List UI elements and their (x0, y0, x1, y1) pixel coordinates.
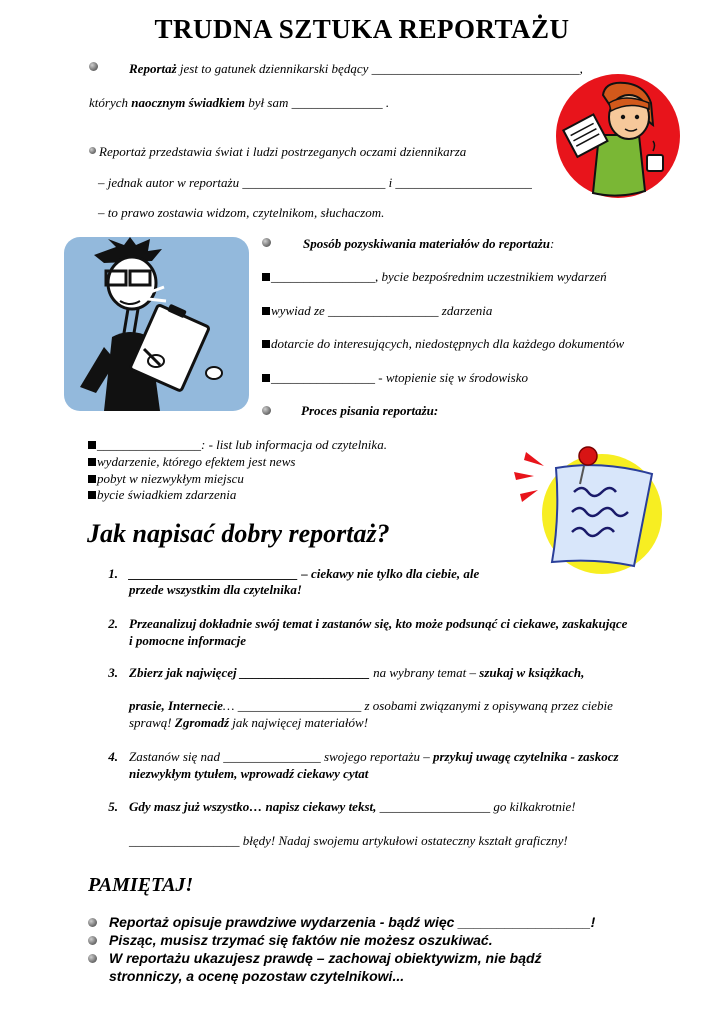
process-item-text: bycie świadkiem zdarzenia (97, 487, 237, 502)
remember-item-continuation: stronniczy, a ocenę pozostaw czytelnikowi... (109, 968, 405, 984)
remember-item: Reportaż opisuje prawdziwe wydarzenia - bądź więc _________________! (109, 914, 596, 930)
step-3-a: Zbierz jak najwięcej ____________________ (129, 665, 370, 680)
square-bullet-icon (88, 458, 96, 466)
method-item (262, 303, 492, 319)
intro-bold-term: Reportaż (129, 61, 177, 76)
methods-heading-colon: : (550, 236, 555, 251)
intro-line-2-a: których (89, 95, 132, 110)
methods-heading-text: Sposób pozyskiwania materiałów do reportażu (303, 236, 551, 251)
step-4-a: Zastanów się nad _______________ swojego reportażu – (129, 749, 433, 764)
method-item-text: ________________ - wtopienie się w środowisko (271, 370, 528, 385)
step-5-a: Gdy masz już wszystko… napisz ciekawy tekst, (129, 799, 377, 814)
process-item (88, 437, 387, 453)
intro-line-1-text: jest to gatunek dziennikarski będący ________________________________, (176, 61, 583, 76)
step-3-d: prasie, Internecie (129, 698, 223, 713)
step-3-line-3 (129, 715, 368, 731)
bullet-icon (262, 238, 271, 247)
step-3-e: … ___________________ z osobami związanymi z opisywaną przez ciebie (222, 698, 613, 713)
method-item-text: ________________, bycie bezpośrednim uczestnikiem wydarzeń (271, 269, 607, 284)
square-bullet-icon (88, 491, 96, 499)
page-title: TRUDNA SZTUKA REPORTAŻU (154, 14, 570, 44)
bullet-icon (89, 62, 98, 71)
step-number: 5. (108, 799, 118, 814)
intro-line-5: – to prawo zostawia widzom, czytelnikom, słuchaczom. (98, 205, 385, 220)
step-4-b: przykuj uwagę czytelnika - zaskocz (432, 749, 619, 764)
step-4-line-2: niezwykłym tytułem, wprowadź ciekawy cytat (129, 766, 369, 781)
step-3-c: szukaj w książkach, (479, 665, 585, 680)
intro-line-3: Reportaż przedstawia świat i ludzi postrzeganych oczami dziennikarza (99, 144, 467, 159)
process-item-text: pobyt w niezwykłym miejscu (97, 471, 244, 486)
step-3-h: jak najwięcej materiałów! (229, 715, 369, 730)
intro-line-2-b: był sam ______________ . (245, 95, 390, 110)
step-1-line-1: __________________________ – ciekawy nie tylko dla ciebie, ale (129, 566, 480, 581)
step-3-line-1 (129, 665, 584, 681)
bullet-icon (89, 147, 96, 154)
step-5-line-1 (129, 799, 576, 815)
method-item-text: wywiad ze _________________ zdarzenia (271, 303, 493, 318)
method-item-text: dotarcie do interesujących, niedostępnych dla każdego dokumentów (271, 336, 625, 351)
intro-line-2 (89, 95, 389, 111)
step-number: 3. (108, 665, 118, 680)
intro-line-4: – jednak autor w reportażu ______________________ i _____________________ (98, 175, 532, 190)
step-3-g: Zgromadź (174, 715, 230, 730)
square-bullet-icon (262, 374, 270, 382)
process-item-text: wydarzenie, którego efektem jest news (97, 454, 296, 469)
bullet-icon (88, 954, 97, 963)
square-bullet-icon (88, 441, 96, 449)
remember-heading: PAMIĘTAJ! (88, 874, 194, 896)
reporter-clipart-icon (64, 237, 249, 411)
step-1-line-2: przede wszystkim dla czytelnika! (129, 582, 302, 597)
step-number: 4. (108, 749, 118, 764)
step-2-line-2: i pomocne informacje (129, 633, 246, 648)
bullet-icon (88, 936, 97, 945)
step-3-f: sprawą! (129, 715, 175, 730)
step-2-line-1: Przeanalizuj dokładnie swój temat i zastanów się, kto może podsunąć ci ciekawe, zaskakujące (129, 616, 628, 631)
bullet-icon (88, 918, 97, 927)
square-bullet-icon (262, 340, 270, 348)
method-item (262, 269, 607, 285)
intro-line-1 (129, 61, 583, 77)
process-item (88, 454, 295, 470)
method-item (262, 370, 528, 386)
remember-item: Pisząc, musisz trzymać się faktów nie możesz oszukiwać. (109, 932, 493, 948)
remember-item: W reportażu ukazujesz prawdę – zachowaj obiektywizm, nie bądź (109, 950, 542, 966)
step-3-line-2 (129, 698, 613, 714)
step-5-line-2: _________________ błędy! Nadaj swojemu artykułowi ostateczny kształt graficzny! (129, 833, 568, 848)
step-number: 1. (108, 566, 118, 581)
process-item-text: ________________: - list lub informacja od czytelnika. (97, 437, 387, 452)
method-item (262, 336, 624, 352)
bullet-icon (262, 406, 271, 415)
step-4-line-1 (129, 749, 619, 765)
process-item (88, 487, 236, 503)
note-clipart-icon (512, 438, 662, 578)
step-number: 2. (108, 616, 118, 631)
intro-line-2-bold: naocznym świadkiem (131, 95, 245, 110)
square-bullet-icon (262, 307, 270, 315)
reader-clipart-icon (555, 73, 681, 199)
step-3-b: na wybrany temat – (369, 665, 480, 680)
methods-heading (303, 236, 554, 252)
step-5-b: _________________ go kilkakrotnie! (376, 799, 576, 814)
howto-heading: Jak napisać dobry reportaż? (87, 519, 390, 548)
process-item (88, 471, 244, 487)
process-heading: Proces pisania reportażu: (301, 403, 439, 418)
square-bullet-icon (88, 475, 96, 483)
square-bullet-icon (262, 273, 270, 281)
